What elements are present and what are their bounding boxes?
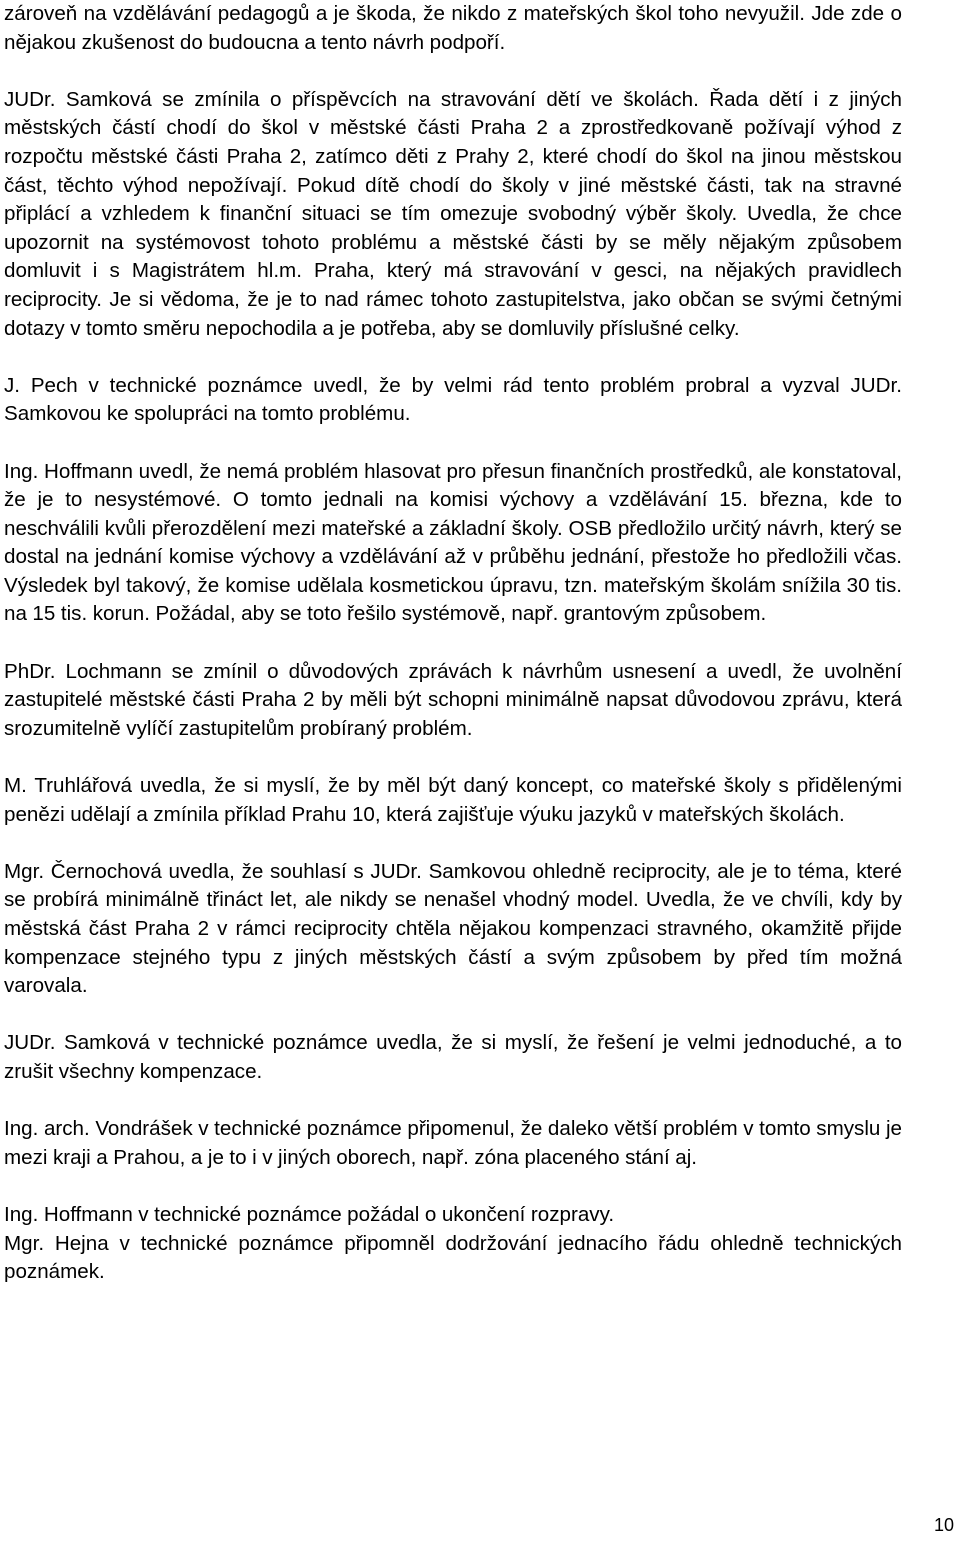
paragraph: PhDr. Lochmann se zmínil o důvodových zprávách k návrhům usnesení a uvedl, že uvolnění zastupitelé městské části Praha 2 by měli být schopni minimálně napsat důvodovou zprávu, která srozumitelně vylíčí zastupitelům probíraný problém. bbox=[4, 659, 902, 740]
paragraph: Mgr. Hejna v technické poznámce připomněl dodržování jednacího řádu ohledně technických poznámek. bbox=[4, 1231, 902, 1284]
paragraph: M. Truhlářová uvedla, že si myslí, že by měl být daný koncept, co mateřské školy s přidělenými penězi udělají a zmínila příklad Prahu 10, která zajišťuje výuku jazyků v mateřských školách. bbox=[4, 774, 902, 826]
paragraph-gap bbox=[4, 629, 902, 658]
paragraph-gap bbox=[4, 429, 902, 458]
paragraph-gap bbox=[4, 1001, 902, 1030]
paragraph-gap bbox=[4, 743, 902, 772]
paragraph-gap bbox=[4, 57, 902, 86]
paragraph-gap bbox=[4, 343, 902, 372]
paragraph-gap bbox=[4, 829, 902, 858]
paragraph: Mgr. Černochová uvedla, že souhlasí s JUDr. Samkovou ohledně reciprocity, ale je to téma, které se probírá minimálně třináct let, ale nikdy se nenašel vhodný model. Uvedla, že ve chvíli, kdy by městská část Praha 2 v rámci reciprocity chtěla nějakou kompenzaci stravného, okamžitě přijde kompenzace stejného typu z jiných městských částí a svým způsobem by před tím možná varovala. bbox=[4, 859, 902, 998]
page-number: 10 bbox=[933, 1515, 954, 1535]
paragraph: J. Pech v technické poznámce uvedl, že by velmi rád tento problém probral a vyzval JUDr. Samkovou ke spolupráci na tomto problému. bbox=[4, 373, 902, 426]
paragraph: zároveň na vzdělávání pedagogů a je škoda, že nikdo z mateřských škol toho nevyužil. Jde zde o nějakou zkušenost do budoucna a tento návrh podpoří. bbox=[4, 2, 902, 54]
document-page bbox=[4, 0, 902, 1287]
paragraph: JUDr. Samková se zmínila o příspěvcích na stravování dětí ve školách. Řada dětí i z jiných městských částí chodí do škol v městské části Praha 2 a zprostředkovaně požívají výhod z rozpočtu městské části Praha 2, zatímco děti z Prahy 2, které chodí do škol na jinou městskou část, těchto výhod nepožívají. Pokud dítě chodí do školy v jiné městské části, tak na stravné připlácí a vzhledem k finanční situaci se tím omezuje svobodný výběr školy. Uvedla, že chce upozornit na systémovost tohoto problému a městské části by se měly nějakým způsobem domluvit i s Magistrátem hl.m. Praha, který má stravování v gesci, na nějakých pravidlech reciprocity. Je si vědoma, že je to nad rámec tohoto zastupitelstva, jako občan se svými četnými dotazy v tomto směru nepochodila a je potřeba, aby se domluvily příslušné celky. bbox=[4, 87, 902, 340]
paragraph: JUDr. Samková v technické poznámce uvedla, že si myslí, že řešení je velmi jednoduché, a to zrušit všechny kompenzace. bbox=[4, 1031, 902, 1083]
paragraph: Ing. Hoffmann uvedl, že nemá problém hlasovat pro přesun finančních prostředků, ale konstatoval, že je to nesystémové. O tomto jednali na komisi výchovy a vzdělávání 15. března, kde to neschválili kvůli přerozdělení mezi mateřské a základní školy. OSB předložilo určitý návrh, který se dostal na jednání komise výchovy a vzdělávání až v průběhu jednání, přestože ho předložili včas. Výsledek byl takový, že komise udělala kosmetickou úpravu, tzn. mateřským školám snížila 30 tis. na 15 tis. korun. Požádal, aby se toto řešilo systémově, např. grantovým způsobem. bbox=[4, 459, 902, 626]
paragraph: Ing. Hoffmann v technické poznámce požádal o ukončení rozpravy. bbox=[4, 1202, 615, 1226]
paragraph-gap bbox=[4, 1172, 902, 1201]
paragraph: Ing. arch. Vondrášek v technické poznámce připomenul, že daleko větší problém v tomto smyslu je mezi kraji a Prahou, a je to i v jiných oborech, např. zóna placeného stání aj. bbox=[4, 1117, 902, 1169]
paragraph-gap bbox=[4, 1087, 902, 1116]
